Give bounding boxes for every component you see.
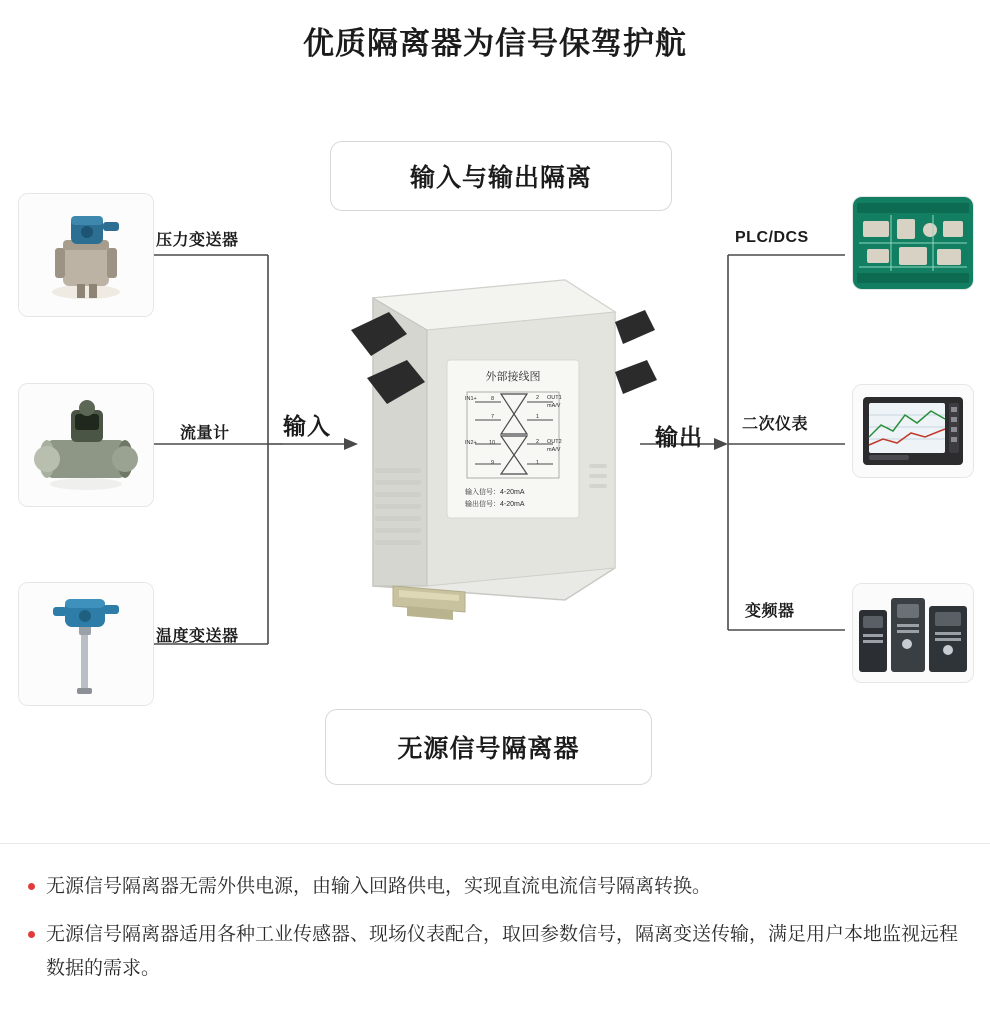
label-frequency-inverter: 变频器 — [745, 603, 795, 620]
flow-meter-photo — [18, 383, 154, 507]
label-secondary-instrument: 二次仪表 — [742, 416, 809, 433]
note-text: 无源信号隔离器无需外供电源，由输入回路供电，实现直流电流信号隔离转换。 — [46, 876, 712, 897]
svg-text:10: 10 — [489, 440, 496, 446]
bullet-dot-icon — [28, 931, 35, 938]
label-flow-meter: 流量计 — [180, 425, 230, 442]
svg-text:9: 9 — [491, 460, 495, 466]
label-pressure-transmitter: 压力变送器 — [156, 232, 239, 249]
svg-text:mA/V: mA/V — [547, 447, 561, 453]
list-item — [24, 918, 969, 986]
paperless-recorder-photo — [852, 384, 974, 478]
label-output: 输出 — [655, 424, 703, 450]
svg-text:2: 2 — [536, 439, 540, 445]
svg-text:输出信号：4-20mA: 输出信号：4-20mA — [465, 501, 525, 508]
svg-text:IN2+: IN2+ — [465, 440, 477, 446]
bullet-dot-icon — [28, 883, 35, 890]
label-temperature-transmitter: 温度变送器 — [156, 628, 239, 645]
label-plc-dcs: PLC/DCS — [735, 229, 809, 246]
device-panel-title: 外部接线图 — [485, 371, 541, 383]
svg-text:8: 8 — [491, 396, 495, 402]
caption-box-isolation: 输入与输出隔离 — [330, 141, 672, 211]
svg-text:输入信号：4-20mA: 输入信号：4-20mA — [465, 489, 525, 496]
page-title: 优质隔离器为信号保驾护航 — [303, 26, 687, 61]
label-input: 输入 — [283, 413, 331, 439]
caption-box-product: 无源信号隔离器 — [325, 709, 652, 785]
svg-text:1: 1 — [536, 460, 540, 466]
temperature-transmitter-photo — [18, 582, 154, 706]
svg-text:1: 1 — [536, 414, 540, 420]
svg-text:2: 2 — [536, 395, 540, 401]
note-text: 无源信号隔离器适用各种工业传感器、现场仪表配合，取回参数信号，隔离变送传输，满足用户本地监视远程数据的需求。 — [46, 924, 959, 979]
svg-text:mA/V: mA/V — [547, 403, 561, 409]
notes-list — [24, 870, 969, 1000]
frequency-inverter-photo — [852, 583, 974, 683]
list-item — [24, 870, 969, 904]
plc-board-photo — [852, 196, 974, 290]
signal-isolator-device — [315, 268, 675, 628]
divider — [0, 843, 990, 844]
pressure-transmitter-photo — [18, 193, 154, 317]
svg-text:OUT1: OUT1 — [547, 395, 562, 401]
svg-text:IN1+: IN1+ — [465, 396, 477, 402]
svg-text:OUT2: OUT2 — [547, 439, 562, 445]
svg-text:7: 7 — [491, 414, 495, 420]
